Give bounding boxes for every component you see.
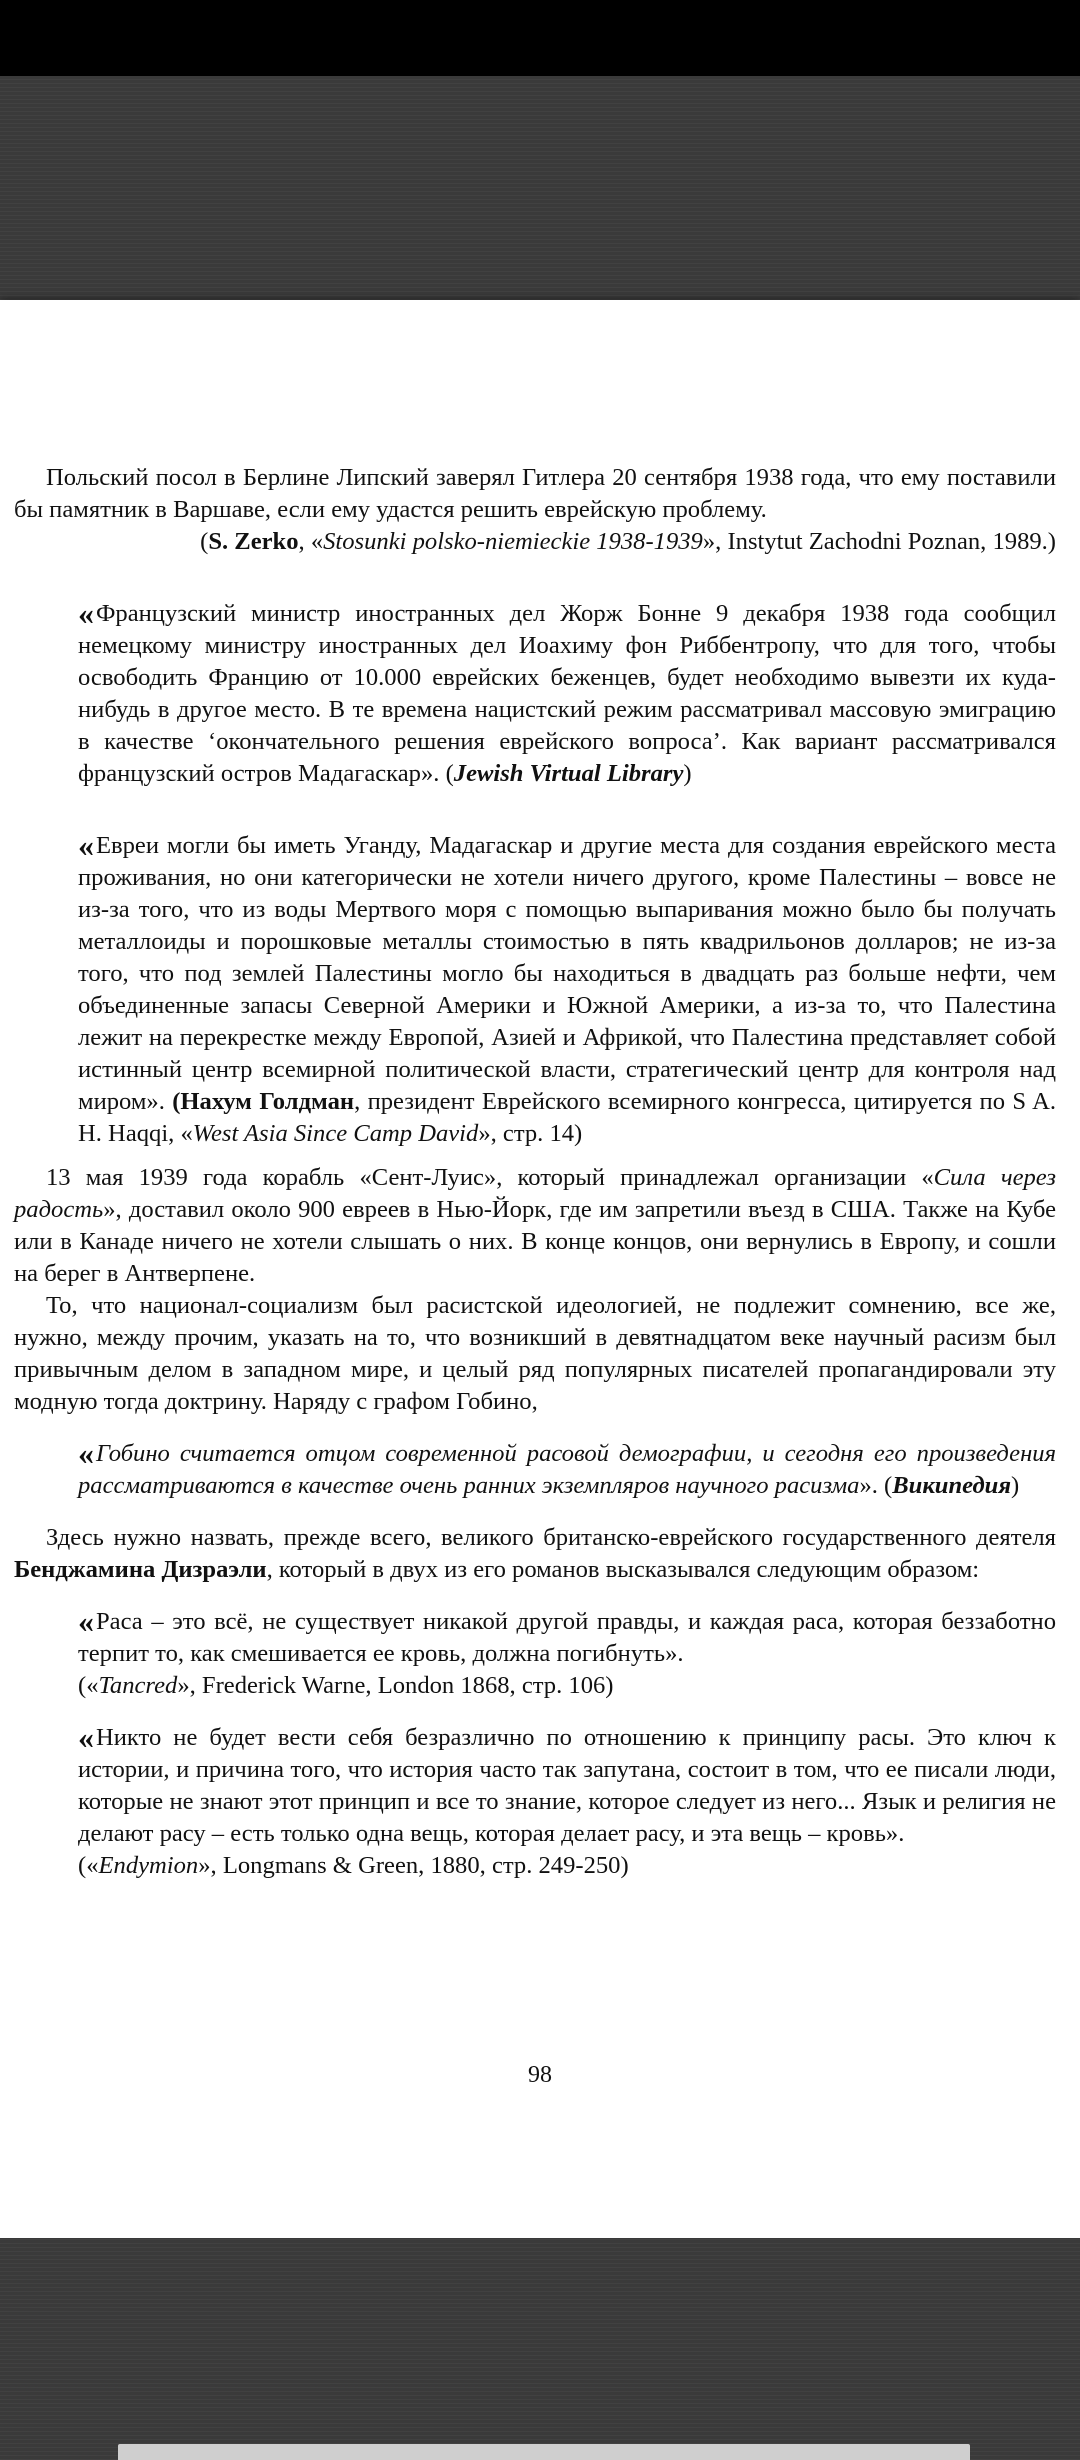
quote-mark: « xyxy=(78,827,94,863)
person-name: Бенджамина Дизраэли xyxy=(14,1556,267,1583)
paragraph-text: », доставил около 900 евреев в Нью-Йорк, где им запретили въезд в США. Также на Кубе или в Канаде ничего не хотели слышать о них. В конце концов, они вернулись в Европу, и сошли на берег в Антверпене. xyxy=(14,1196,1056,1287)
citation-author: (Нахум Голдман xyxy=(164,1088,355,1115)
quote-bonnet xyxy=(78,595,1056,790)
page-number: 98 xyxy=(528,2062,552,2088)
quote-goldmann xyxy=(78,827,1056,1150)
paragraph-disraeli xyxy=(14,1522,1056,1586)
reader-background-bottom xyxy=(0,2238,1080,2460)
paragraph-st-louis xyxy=(14,1162,1056,1290)
citation-tail: », Instytut Zachodni Poznan, 1989.) xyxy=(702,528,1056,555)
quote-text: Евреи могли бы иметь Уганду, Мадагаскар и другие места для создания еврейского места проживания, но они категорически не хотели ничего другого, кроме Палестины – вовсе не из-за того, что из воды Мертвого моря с помощью выпаривания можно было бы получать металлоиды и порошковые металлы стоимостью в пять квадрильонов долларов; не из-за того, что под землей Палестины могло бы находиться в двадцать раз больше нефти, чем объединенные запасы Северной Америки и Южной Америки, а из-за то, что Палестина лежит на перекрестке между Европой, Азией и Африкой, что Палестина представляет собой истинный центр всемирной политической власти, стратегический центр для контроля над миром». xyxy=(78,832,1056,1115)
paragraph-text: Польский посол в Берлине Липский заверял Гитлера 20 сентября 1938 года, что ему поставили бы памятник в Варшаве, если ему удастся решить еврейскую проблему. xyxy=(14,464,1056,523)
page-content xyxy=(14,462,1056,1882)
source-citation-endymion xyxy=(78,1850,1056,1882)
book-page xyxy=(0,300,1080,2238)
quote-mark: « xyxy=(78,595,94,631)
citation-title: Endymion xyxy=(98,1852,199,1879)
citation-open: (« xyxy=(78,1852,99,1879)
quote-mark: « xyxy=(78,1435,94,1471)
quote-mark: « xyxy=(78,1719,94,1755)
citation-close: ) xyxy=(1011,1472,1020,1499)
reader-background-top xyxy=(0,76,1080,300)
status-bar xyxy=(0,0,1080,76)
citation-title: West Asia Since Camp David xyxy=(192,1120,479,1147)
quote-mark: « xyxy=(78,1603,94,1639)
citation-open: (« xyxy=(78,1672,99,1699)
quote-text: Никто не будет вести себя безразлично по отношению к принципу расы. Это ключ к истории, и причина того, что история часто так запутана, состоит в том, что ее писали люди, которые не знают этот принцип и все то знание, которое следует из него... Язык и религия не делают расу – есть только одна вещь, которая делает расу, и эта вещь – кровь». xyxy=(78,1724,1056,1847)
quote-close: ». ( xyxy=(859,1472,893,1499)
paragraph-text: Здесь нужно назвать, прежде всего, великого британско-еврейского государственного деятеля xyxy=(46,1524,1056,1551)
paragraph-text: 13 мая 1939 года корабль «Сент-Луис», который принадлежал организации « xyxy=(46,1164,934,1191)
citation-tail: », Longmans & Green, 1880, стр. 249-250) xyxy=(198,1852,629,1879)
quote-text: Раса – это всё, не существует никакой другой правды, и каждая раса, которая беззаботно терпит то, как смешивается ее кровь, должна погибнуть». xyxy=(78,1608,1056,1667)
citation-title: Stosunki polsko-niemieckie 1938-1939 xyxy=(323,528,703,555)
citation-open: ( xyxy=(200,528,209,555)
citation-close: ) xyxy=(683,760,692,787)
citation-tail: », Frederick Warne, London 1868, стр. 106) xyxy=(177,1672,614,1699)
source-citation-tancred xyxy=(78,1670,1056,1702)
citation-source: Википедия xyxy=(892,1472,1012,1499)
citation-open: ( xyxy=(439,760,454,787)
paragraph-racism xyxy=(14,1290,1056,1418)
organization-name: Сила через радость xyxy=(14,1164,1056,1223)
quote-text: Французский министр иностранных дел Жорж Бонне 9 декабря 1938 года сообщил немецкому министру иностранных дел Иоахиму фон Риббентропу, что для того, чтобы освободить Францию от 10.000 еврейских беженцев, будет необходимо вывезти их куда-нибудь в другое место. В те времена нацистский режим рассматривал массовую эмиграцию в качестве ‘окончательного решения еврейского вопроса’. Как вариант рассматривался французский остров Мадагаскар». xyxy=(78,600,1056,787)
paragraph-text: То, что национал-социализм был расистской идеологией, не подлежит сомнению, все же, нужно, между прочим, указать на то, что возникший в девятнадцатом веке научный расизм был привычным делом в западном мире, и целый ряд популярных писателей пропагандировали эту модную тогда доктрину. Наряду с графом Гобино, xyxy=(14,1292,1056,1415)
quote-endymion xyxy=(78,1719,1056,1850)
citation-title: Tancred xyxy=(98,1672,178,1699)
citation-mid: , президент Еврейского всемирного конгресса, цитируется по S A. H. Haqqi, « xyxy=(78,1088,1056,1147)
citation-source: Jewish Virtual Library xyxy=(453,760,684,787)
quote-text: Гобино считается отцом современной расовой демографии, и сегодня его произведения рассматриваются в качестве очень ранних экземпляров научного расизма xyxy=(78,1440,1056,1499)
citation-author: S. Zerko xyxy=(208,528,299,555)
paragraph-lipski xyxy=(14,462,1056,526)
paragraph-text: , который в двух из его романов высказывался следующим образом: xyxy=(266,1556,980,1583)
page-scroll-bar[interactable] xyxy=(118,2444,970,2460)
quote-gobineau xyxy=(78,1435,1056,1502)
citation-tail: », стр. 14) xyxy=(478,1120,583,1147)
citation-sep: , « xyxy=(298,528,324,555)
quote-tancred xyxy=(78,1603,1056,1670)
source-citation-zerko xyxy=(14,526,1056,558)
